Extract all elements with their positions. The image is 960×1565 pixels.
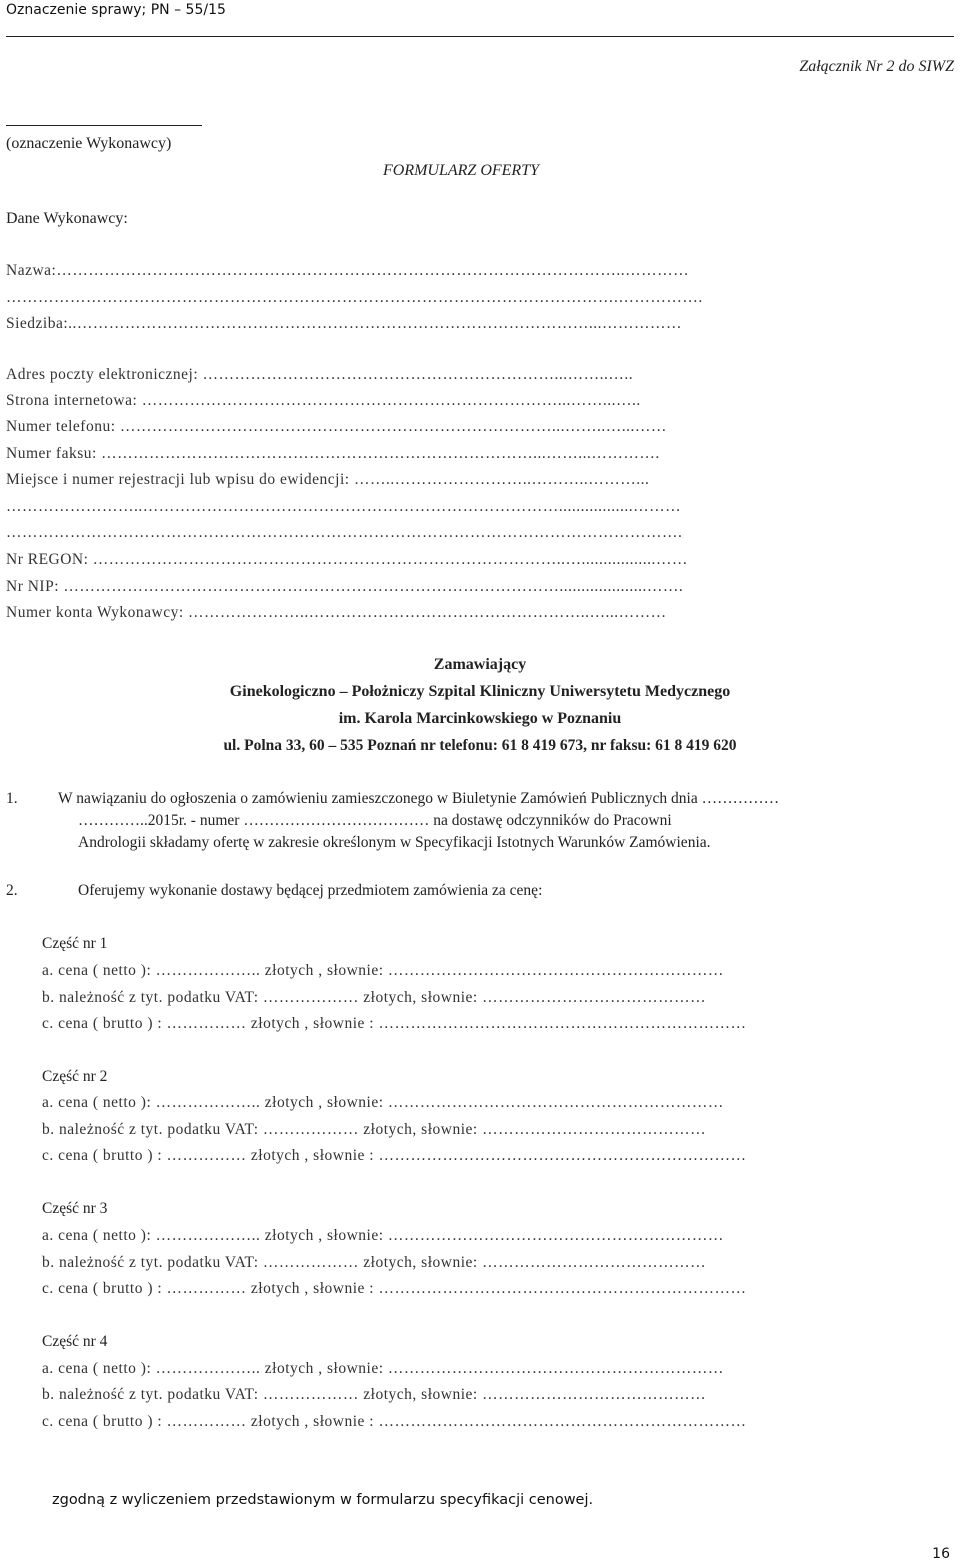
- point2-text: Oferujemy wykonanie dostawy będącej przedmiotem zamówienia za cenę:: [78, 882, 543, 899]
- case-marker: Oznaczenie sprawy; PN – 55/15: [6, 2, 226, 18]
- part-net-price[interactable]: a. cena ( netto ): ……………….. złotych , słownie: ………………………………………………………: [42, 1094, 724, 1111]
- page-number: 16: [932, 1546, 950, 1562]
- part-net-price[interactable]: a. cena ( netto ): ……………….. złotych , słownie: ………………………………………………………: [42, 1227, 724, 1244]
- part-vat[interactable]: b. należność z tyt. podatku VAT: ……………… złotych, słownie: ……………………………………: [42, 1386, 707, 1403]
- footer-note: zgodną z wyliczeniem przedstawionym w formularzu specyfikacji cenowej.: [52, 1492, 594, 1508]
- form-title: FORMULARZ OFERTY: [383, 162, 539, 179]
- part-vat[interactable]: b. należność z tyt. podatku VAT: ……………… złotych, słownie: ……………………………………: [42, 1121, 707, 1138]
- field-siedziba[interactable]: Siedziba:..……………………………………………………………………………………...……………: [6, 315, 683, 332]
- field-email[interactable]: Adres poczty elektronicznej: …………………………………………………………...……..…..: [6, 366, 634, 383]
- field-registry-cont[interactable]: ……………………..…………………………………………………………………….................………: [6, 498, 682, 515]
- field-nazwa-cont[interactable]: …………………………………………………………………………………………………….…………….: [6, 289, 703, 306]
- field-registry-cont2[interactable]: ……………………………………………………………………………………………………………….: [6, 524, 683, 541]
- part-gross-price[interactable]: c. cena ( brutto ) : …………… złotych , słownie : ……………………………………………………………: [42, 1147, 747, 1164]
- attachment-label: Załącznik Nr 2 do SIWZ: [799, 58, 954, 75]
- part-net-price[interactable]: a. cena ( netto ): ……………….. złotych , słownie: ………………………………………………………: [42, 1360, 724, 1377]
- point1-line1: W nawiązaniu do ogłoszenia o zamówieniu zamieszczonego w Biuletynie Zamówień Publicznych dnia ……………: [58, 790, 780, 807]
- ordering-party-name: Ginekologiczno – Położniczy Szpital Kliniczny Uniwersytetu Medycznego: [229, 683, 731, 700]
- part-net-price[interactable]: a. cena ( netto ): ……………….. złotych , słownie: ………………………………………………………: [42, 962, 724, 979]
- point1-number: 1.: [6, 790, 18, 807]
- contractor-data-label: Dane Wykonawcy:: [6, 210, 128, 227]
- point1-line3: Andrologii składamy ofertę w zakresie określonym w Specyfikacji Istotnych Warunków Zamówienia.: [78, 834, 711, 851]
- point1-line2: …………..2015r. - numer ……………………………… na dostawę odczynników do Pracowni: [78, 812, 672, 829]
- part-gross-price[interactable]: c. cena ( brutto ) : …………… złotych , słownie : ……………………………………………………………: [42, 1280, 747, 1297]
- field-phone[interactable]: Numer telefonu: ………………………………………………………………………...……..…...……: [6, 418, 667, 435]
- part-title: Część nr 2: [42, 1068, 108, 1085]
- ordering-party-heading: Zamawiający: [433, 656, 527, 673]
- field-nazwa[interactable]: Nazwa:……………………………………………………………………………………………..…………: [6, 262, 690, 279]
- part-vat[interactable]: b. należność z tyt. podatku VAT: ……………… złotych, słownie: ……………………………………: [42, 989, 707, 1006]
- part-gross-price[interactable]: c. cena ( brutto ) : …………… złotych , słownie : ……………………………………………………………: [42, 1015, 747, 1032]
- contractor-label: (oznaczenie Wykonawcy): [6, 135, 172, 152]
- header-rule: [6, 36, 954, 37]
- field-account[interactable]: Numer konta Wykonawcy: …………………..……………………………………………..…...………: [6, 604, 667, 621]
- contractor-signature-line: [6, 125, 202, 126]
- point2-number: 2.: [6, 882, 18, 899]
- part-vat[interactable]: b. należność z tyt. podatku VAT: ……………… złotych, słownie: ……………………………………: [42, 1254, 707, 1271]
- part-title: Część nr 1: [42, 935, 108, 952]
- field-regon[interactable]: Nr REGON: ……………………………………………………………………………..….................……: [6, 551, 688, 568]
- field-nip[interactable]: Nr NIP: …………………………………………………………………………………....................…….: [6, 578, 684, 595]
- ordering-party-patron: im. Karola Marcinkowskiego w Poznaniu: [338, 710, 622, 727]
- part-title: Część nr 4: [42, 1333, 108, 1350]
- field-www[interactable]: Strona internetowa: ……………………………………………………………………...……...…..: [6, 392, 641, 409]
- field-fax[interactable]: Numer faksu: ………………………………………………………………………...……...………….: [6, 445, 660, 462]
- ordering-party-address: ul. Polna 33, 60 – 535 Poznań nr telefonu: 61 8 419 673, nr faksu: 61 8 419 620: [223, 737, 737, 754]
- field-registry[interactable]: Miejsce i numer rejestracji lub wpisu do ewidencji: ……..……………………..………..………...: [6, 471, 650, 488]
- part-title: Część nr 3: [42, 1200, 108, 1217]
- part-gross-price[interactable]: c. cena ( brutto ) : …………… złotych , słownie : ……………………………………………………………: [42, 1413, 747, 1430]
